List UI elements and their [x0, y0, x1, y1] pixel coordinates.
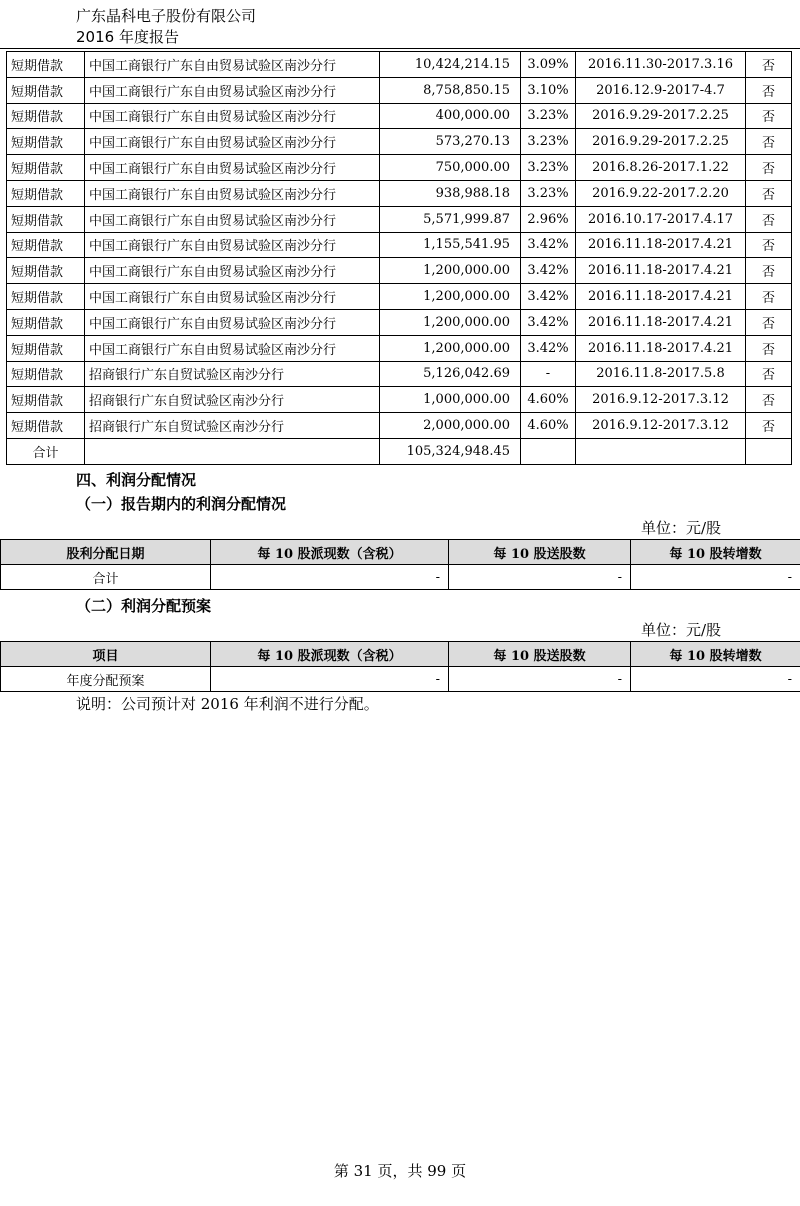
table-cell: -: [449, 667, 631, 692]
table-cell: 年度分配预案: [1, 667, 211, 692]
table-row: [7, 155, 792, 181]
table-row: [7, 232, 792, 258]
table-cell: -: [631, 667, 800, 692]
company-name: 广东晶科电子股份有限公司: [76, 7, 257, 25]
distribution-table: [0, 539, 800, 590]
table-row: [7, 413, 792, 439]
table-cell: 短期借款: [7, 155, 85, 181]
table-cell: 8,758,850.15: [380, 77, 521, 103]
table-cell: 2016.9.12-2017.3.12: [576, 387, 746, 413]
table-cell: 否: [746, 258, 792, 284]
column-header: 每 10 股转增数: [631, 540, 800, 565]
table-cell: 1,200,000.00: [380, 284, 521, 310]
table-row: [7, 335, 792, 361]
table-row: [7, 387, 792, 413]
column-header: 每 10 股转增数: [631, 642, 800, 667]
table-cell: 中国工商银行广东自由贸易试验区南沙分行: [85, 155, 380, 181]
table-cell: 5,571,999.87: [380, 206, 521, 232]
table-total-row: [7, 438, 792, 464]
table-cell: 短期借款: [7, 309, 85, 335]
column-header: 项目: [1, 642, 211, 667]
table-cell: 3.42%: [521, 232, 576, 258]
table-cell: 2016.10.17-2017.4.17: [576, 206, 746, 232]
table-cell: 短期借款: [7, 77, 85, 103]
table-cell: 573,270.13: [380, 129, 521, 155]
table-row: [7, 206, 792, 232]
table-cell: 中国工商银行广东自由贸易试验区南沙分行: [85, 309, 380, 335]
table-cell: -: [211, 667, 449, 692]
table-cell: 招商银行广东自贸试验区南沙分行: [85, 413, 380, 439]
table-cell: 中国工商银行广东自由贸易试验区南沙分行: [85, 335, 380, 361]
header-divider: [0, 48, 800, 49]
table-cell: 4.60%: [521, 387, 576, 413]
table-cell: 10,424,214.15: [380, 52, 521, 78]
subsection-title-current-distribution: （一）报告期内的利润分配情况: [76, 495, 287, 513]
table-cell: 中国工商银行广东自由贸易试验区南沙分行: [85, 103, 380, 129]
table-cell: -: [631, 565, 800, 590]
table-cell: 短期借款: [7, 413, 85, 439]
table-row: [7, 309, 792, 335]
table-cell: 750,000.00: [380, 155, 521, 181]
table-cell: 短期借款: [7, 180, 85, 206]
table-cell: 2,000,000.00: [380, 413, 521, 439]
table-cell: 否: [746, 309, 792, 335]
table-cell: 3.42%: [521, 258, 576, 284]
table-cell: 400,000.00: [380, 103, 521, 129]
table-cell: 2016.9.22-2017.2.20: [576, 180, 746, 206]
table-row: [7, 52, 792, 78]
table-cell: 中国工商银行广东自由贸易试验区南沙分行: [85, 206, 380, 232]
unit-label: 单位：元/股: [641, 519, 722, 537]
column-header: 每 10 股派现数（含税）: [211, 540, 449, 565]
table-cell: 1,200,000.00: [380, 335, 521, 361]
table-cell: 合计: [7, 438, 85, 464]
table-cell: 2016.12.9-2017-4.7: [576, 77, 746, 103]
table-row: [7, 284, 792, 310]
table-cell: [85, 438, 380, 464]
table-cell: 否: [746, 335, 792, 361]
explanation-note: 说明：公司预计对 2016 年利润不进行分配。: [76, 695, 379, 713]
table-cell: 短期借款: [7, 232, 85, 258]
table-cell: 短期借款: [7, 284, 85, 310]
table-row: [7, 103, 792, 129]
table-row: [1, 565, 800, 590]
distribution-plan-table: [0, 641, 800, 692]
table-cell: 2016.11.18-2017.4.21: [576, 232, 746, 258]
table-row: [7, 77, 792, 103]
table-cell: 否: [746, 413, 792, 439]
table-cell: 中国工商银行广东自由贸易试验区南沙分行: [85, 232, 380, 258]
table-cell: 短期借款: [7, 335, 85, 361]
table-cell: 否: [746, 155, 792, 181]
table-cell: 2016.11.18-2017.4.21: [576, 258, 746, 284]
table-cell: 3.42%: [521, 284, 576, 310]
table-cell: 短期借款: [7, 103, 85, 129]
report-title: 2016 年度报告: [76, 28, 179, 46]
table-cell: 3.42%: [521, 309, 576, 335]
table-cell: 否: [746, 284, 792, 310]
table-cell: 招商银行广东自贸试验区南沙分行: [85, 387, 380, 413]
table-cell: [576, 438, 746, 464]
column-header: 股利分配日期: [1, 540, 211, 565]
table-header-row: [1, 540, 800, 565]
table-cell: -: [449, 565, 631, 590]
column-header: 每 10 股送股数: [449, 642, 631, 667]
table-cell: 3.42%: [521, 335, 576, 361]
table-cell: 否: [746, 232, 792, 258]
table-cell: -: [211, 565, 449, 590]
table-cell: 1,200,000.00: [380, 309, 521, 335]
table-cell: -: [521, 361, 576, 387]
loans-table: [6, 51, 792, 465]
table-cell: 2016.11.8-2017.5.8: [576, 361, 746, 387]
table-cell: 招商银行广东自贸试验区南沙分行: [85, 361, 380, 387]
table-cell: 否: [746, 361, 792, 387]
page-number: 第 31 页，共 99 页: [333, 1162, 467, 1180]
table-cell: 5,126,042.69: [380, 361, 521, 387]
column-header: 每 10 股送股数: [449, 540, 631, 565]
table-cell: 短期借款: [7, 206, 85, 232]
table-cell: 短期借款: [7, 258, 85, 284]
table-cell: 中国工商银行广东自由贸易试验区南沙分行: [85, 52, 380, 78]
table-cell: 中国工商银行广东自由贸易试验区南沙分行: [85, 258, 380, 284]
table-cell: 否: [746, 180, 792, 206]
table-cell: 3.23%: [521, 180, 576, 206]
table-cell: 2.96%: [521, 206, 576, 232]
table-cell: 短期借款: [7, 129, 85, 155]
table-row: [7, 129, 792, 155]
table-cell: 105,324,948.45: [380, 438, 521, 464]
table-cell: 否: [746, 387, 792, 413]
table-cell: 中国工商银行广东自由贸易试验区南沙分行: [85, 284, 380, 310]
table-cell: 短期借款: [7, 387, 85, 413]
table-cell: 否: [746, 103, 792, 129]
table-cell: 2016.11.18-2017.4.21: [576, 309, 746, 335]
table-cell: 否: [746, 129, 792, 155]
table-row: [1, 667, 800, 692]
table-header-row: [1, 642, 800, 667]
table-cell: 3.23%: [521, 155, 576, 181]
table-cell: 短期借款: [7, 361, 85, 387]
table-row: [7, 258, 792, 284]
column-header: 每 10 股派现数（含税）: [211, 642, 449, 667]
table-cell: 3.23%: [521, 129, 576, 155]
table-cell: 4.60%: [521, 413, 576, 439]
table-cell: 1,155,541.95: [380, 232, 521, 258]
table-cell: [746, 438, 792, 464]
table-cell: 合计: [1, 565, 211, 590]
table-row: [7, 180, 792, 206]
table-cell: 2016.9.29-2017.2.25: [576, 103, 746, 129]
subsection-title-distribution-plan: （二）利润分配预案: [76, 597, 212, 615]
table-row: [7, 361, 792, 387]
table-cell: 2016.9.12-2017.3.12: [576, 413, 746, 439]
table-cell: [521, 438, 576, 464]
table-cell: 否: [746, 52, 792, 78]
table-cell: 2016.11.18-2017.4.21: [576, 284, 746, 310]
table-cell: 2016.8.26-2017.1.22: [576, 155, 746, 181]
section-title-profit-distribution: 四、利润分配情况: [76, 471, 197, 489]
table-cell: 1,200,000.00: [380, 258, 521, 284]
table-cell: 1,000,000.00: [380, 387, 521, 413]
table-cell: 中国工商银行广东自由贸易试验区南沙分行: [85, 129, 380, 155]
table-cell: 中国工商银行广东自由贸易试验区南沙分行: [85, 77, 380, 103]
table-cell: 否: [746, 77, 792, 103]
table-cell: 中国工商银行广东自由贸易试验区南沙分行: [85, 180, 380, 206]
table-cell: 2016.11.30-2017.3.16: [576, 52, 746, 78]
table-cell: 2016.9.29-2017.2.25: [576, 129, 746, 155]
unit-label: 单位：元/股: [641, 621, 722, 639]
table-cell: 3.23%: [521, 103, 576, 129]
table-cell: 938,988.18: [380, 180, 521, 206]
table-cell: 3.10%: [521, 77, 576, 103]
table-cell: 2016.11.18-2017.4.21: [576, 335, 746, 361]
table-cell: 3.09%: [521, 52, 576, 78]
table-cell: 短期借款: [7, 52, 85, 78]
table-cell: 否: [746, 206, 792, 232]
